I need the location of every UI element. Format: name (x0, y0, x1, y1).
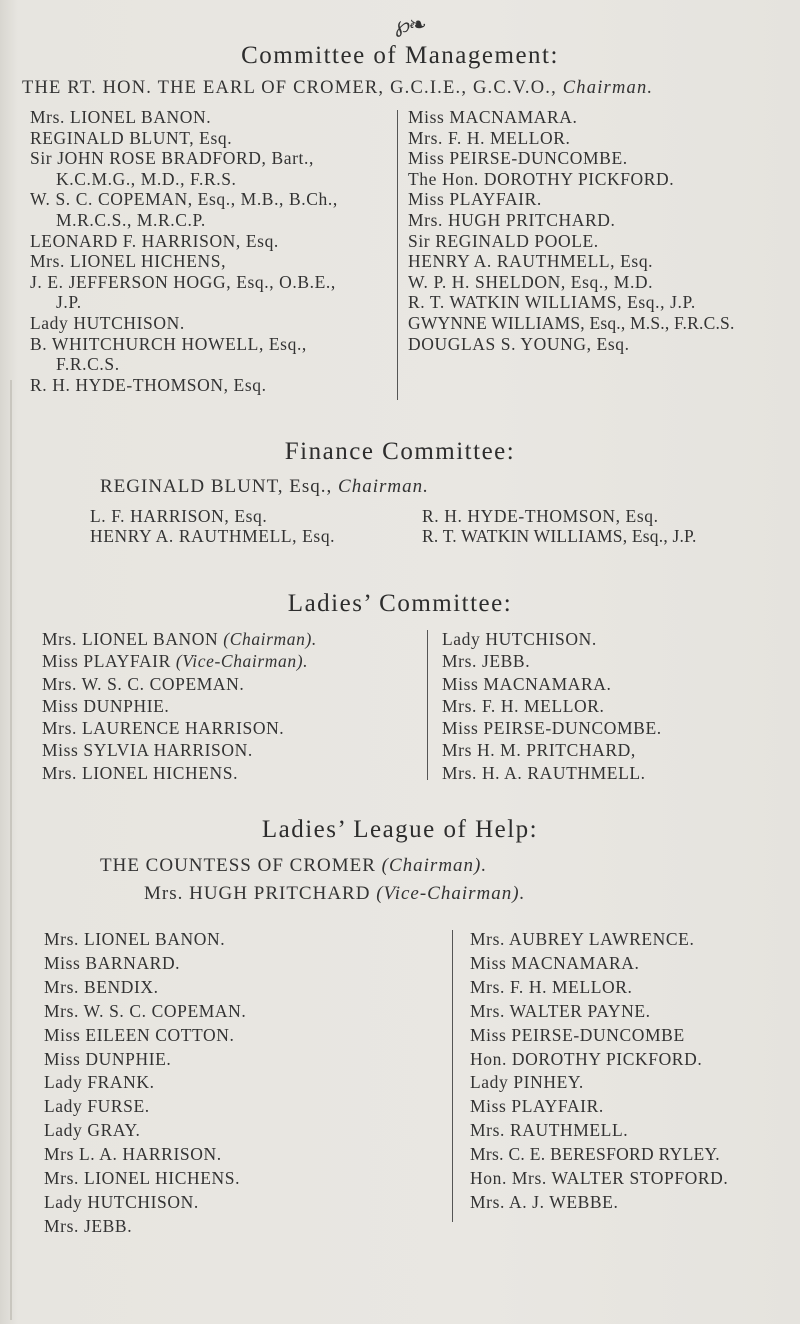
member (42, 695, 317, 717)
member: Mrs. F. H. MELLOR. (470, 976, 633, 997)
member (42, 628, 317, 650)
league-vice-chairman-role: (Vice-Chairman). (376, 883, 526, 904)
league-heading: Ladies’ League of Help: (261, 816, 539, 843)
member: Mrs. HUGH PRITCHARD. (408, 209, 616, 230)
member: Sir JOHN ROSE BRADFORD, Bart., (30, 148, 314, 169)
member: Hon. DOROTHY PICKFORD. (470, 1048, 703, 1069)
member: DOUGLAS S. YOUNG, Esq. (408, 333, 630, 354)
management-chairman-role: Chairman. (562, 78, 654, 98)
member: Lady PINHEY. (470, 1072, 584, 1093)
finance-right-column (422, 506, 697, 546)
member-name: Mrs. LAURENCE HARRISON. (42, 718, 285, 739)
member: W. P. H. SHELDON, Esq., M.D. (408, 271, 654, 292)
member: Lady HUTCHISON. (30, 312, 185, 333)
management-left-column (30, 107, 380, 395)
member: Mrs H. M. PRITCHARD, (442, 740, 636, 761)
member: R. H. HYDE-THOMSON, Esq. (422, 506, 659, 526)
member: Mrs. LIONEL HICHENS. (44, 1168, 241, 1189)
member: Miss PEIRSE-DUNCOMBE. (408, 148, 628, 169)
member: Miss MACNAMARA. (470, 952, 640, 973)
member: Hon. Mrs. WALTER STOPFORD. (470, 1168, 729, 1189)
league-chairman-name: THE COUNTESS OF CROMER (100, 855, 376, 876)
member: REGINALD BLUNT, Esq. (30, 127, 233, 148)
member: Miss EILEEN COTTON. (44, 1024, 235, 1045)
ornament-mark: ℘❧ (395, 12, 425, 37)
member: The Hon. DOROTHY PICKFORD. (408, 168, 675, 189)
member: HENRY A. RAUTHMELL, Esq. (90, 526, 336, 546)
column-divider (452, 930, 453, 1222)
finance-chairman (100, 476, 429, 498)
member: HENRY A. RAUTHMELL, Esq. (408, 251, 654, 272)
member: Mrs. BENDIX. (44, 976, 159, 997)
member-name: Miss PLAYFAIR (42, 651, 171, 672)
member: R. T. WATKIN WILLIAMS, Esq., J.P. (422, 526, 697, 546)
member: Lady GRAY. (44, 1120, 141, 1141)
finance-chairman-role: Chairman. (338, 476, 429, 497)
member: B. WHITCHURCH HOWELL, Esq., (30, 333, 307, 354)
member: Miss MACNAMARA. (442, 673, 612, 694)
league-vice-chairman (144, 883, 525, 905)
member: Mrs. LIONEL BANON. (30, 107, 212, 127)
member: Mrs. WALTER PAYNE. (470, 1000, 651, 1021)
member: Lady FURSE. (44, 1096, 150, 1117)
column-divider (397, 110, 398, 400)
member: Mrs L. A. HARRISON. (44, 1144, 222, 1165)
member: Miss DUNPHIE. (44, 1048, 172, 1069)
ladies-right-column (442, 628, 662, 784)
member-name: Mrs. W. S. C. COPEMAN. (42, 673, 245, 694)
ladies-left-column (42, 628, 317, 784)
member: Mrs. JEBB. (442, 651, 531, 672)
member (42, 673, 317, 695)
finance-heading: Finance Committee: (284, 438, 516, 465)
member: Miss PLAYFAIR. (470, 1096, 604, 1117)
member: R. T. WATKIN WILLIAMS, Esq., J.P. (408, 292, 696, 313)
member (42, 739, 317, 761)
member (42, 717, 317, 739)
ladies-heading: Ladies’ Committee: (287, 590, 513, 617)
member: Mrs. AUBREY LAWRENCE. (470, 929, 695, 949)
member-name: Miss SYLVIA HARRISON. (42, 740, 253, 761)
league-right-column (470, 928, 728, 1215)
member: Mrs. W. S. C. COPEMAN. (44, 1000, 247, 1021)
member: R. H. HYDE-THOMSON, Esq. (30, 374, 267, 395)
member: Mrs. A. J. WEBBE. (470, 1191, 619, 1212)
member-role: (Chairman). (223, 629, 317, 649)
member: Lady FRANK. (44, 1072, 155, 1093)
league-vice-chairman-name: Mrs. HUGH PRITCHARD (144, 883, 371, 904)
member (42, 650, 317, 672)
member: Miss PLAYFAIR. (408, 189, 542, 210)
member: Miss PEIRSE-DUNCOMBE (470, 1024, 685, 1045)
member: W. S. C. COPEMAN, Esq., M.B., B.Ch., (30, 189, 338, 210)
management-chairman-name: THE RT. HON. THE EARL OF CROMER, G.C.I.E., G.C.V.O., (22, 78, 557, 98)
finance-chairman-name: REGINALD BLUNT, Esq., (100, 476, 333, 497)
member-role: (Vice-Chairman). (175, 651, 309, 672)
member-name: Mrs. LIONEL HICHENS. (42, 762, 239, 783)
member: Mrs. LIONEL HICHENS, (30, 251, 227, 272)
member: Mrs. JEBB. (44, 1215, 133, 1236)
column-divider (427, 630, 428, 780)
member: L. F. HARRISON, Esq. (90, 506, 268, 526)
member: F.R.C.S. (56, 354, 120, 375)
member: K.C.M.G., M.D., F.R.S. (56, 168, 237, 189)
page-edge (10, 380, 12, 1320)
member: Miss PEIRSE-DUNCOMBE. (442, 718, 662, 739)
member: Lady HUTCHISON. (442, 629, 597, 649)
member: Mrs. F. H. MELLOR. (442, 695, 605, 716)
member: J.P. (56, 292, 82, 313)
member: GWYNNE WILLIAMS, Esq., M.S., F.R.C.S. (408, 312, 735, 333)
finance-left-column (90, 506, 335, 546)
member: Mrs. C. E. BERESFORD RYLEY. (470, 1144, 720, 1165)
member: Mrs. LIONEL BANON. (44, 929, 226, 949)
member-name: Miss DUNPHIE. (42, 695, 170, 716)
member: Lady HUTCHISON. (44, 1191, 199, 1212)
league-chairman-role: (Chairman). (381, 855, 488, 876)
member: LEONARD F. HARRISON, Esq. (30, 230, 279, 251)
management-heading: Committee of Management: (241, 42, 559, 69)
member: J. E. JEFFERSON HOGG, Esq., O.B.E., (30, 271, 336, 292)
member-name: Mrs. LIONEL BANON (42, 629, 219, 649)
member: M.R.C.S., M.R.C.P. (56, 209, 206, 230)
league-left-column (44, 928, 246, 1239)
member: Sir REGINALD POOLE. (408, 230, 599, 251)
management-right-column (408, 107, 798, 354)
member: Mrs. F. H. MELLOR. (408, 127, 571, 148)
member: Mrs. H. A. RAUTHMELL. (442, 762, 646, 783)
member: Mrs. RAUTHMELL. (470, 1120, 629, 1141)
member: Miss BARNARD. (44, 952, 181, 973)
member (42, 762, 317, 784)
management-chairman (22, 78, 653, 99)
league-chairman (100, 855, 487, 877)
member: Miss MACNAMARA. (408, 107, 578, 127)
